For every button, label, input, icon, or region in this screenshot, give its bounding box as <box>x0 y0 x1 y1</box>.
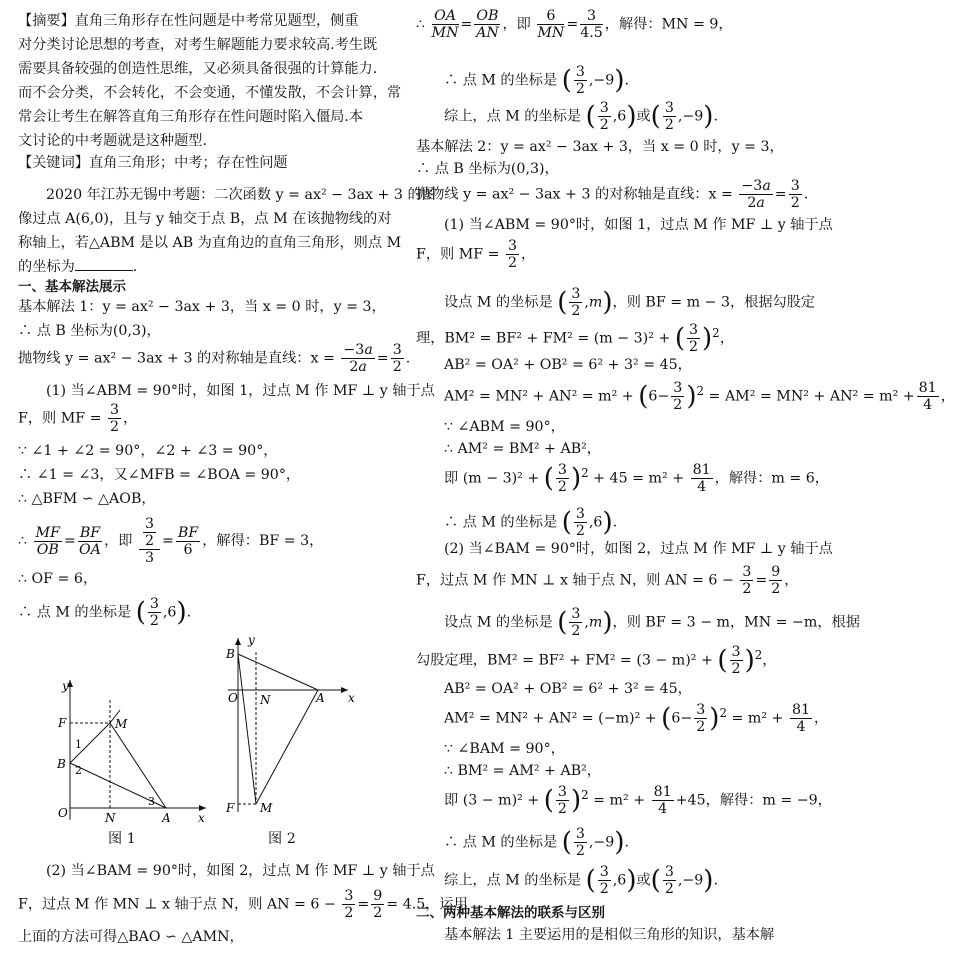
problem-line: 的坐标为 . <box>18 259 138 275</box>
svg-text:y: y <box>62 679 69 693</box>
svg-text:N: N <box>260 693 271 707</box>
figure-1-caption: 图 1 <box>108 831 136 847</box>
method1-line: 基本解法 1：y = ax² − 3ax + 3，当 x = 0 时，y = 3， <box>18 299 386 315</box>
text-line: 抛物线 y = ax² − 3ax + 3 的对称轴是直线：x = $\frac{-3a}{2a}$ = $\frac{3}{2}$ . <box>416 178 809 211</box>
method1-line: ∵ ∠1 + ∠2 = 90°，∠2 + ∠3 = 90°， <box>18 443 278 459</box>
text-line: 设点 M 的坐标是 ( $\frac{3}{2}$ ,m)，则 BF = m − 3，根据勾股定 <box>444 286 816 319</box>
abstract-line: 【摘要】直角三角形存在性问题是中考常见题型，侧重 <box>18 13 359 29</box>
text-line: AB² = OA² + OB² = 6² + 3² = 45， <box>444 357 692 373</box>
problem-line: 称轴上，若△ABM 是以 AB 为直角边的直角三角形，则点 M <box>18 235 402 251</box>
method1-line: (2) 当∠BAM = 90°时，如图 2，过点 M 作 MF ⊥ y 轴于点 <box>46 863 435 879</box>
svg-text:B: B <box>57 757 66 771</box>
text-line: (1) 当∠ABM = 90°时，如图 1，过点 M 作 MF ⊥ y 轴于点 <box>444 217 833 233</box>
method1-line: F，过点 M 作 MN ⊥ x 轴于点 N，则 AN = 6 − $\frac{3}{2}$ = $\frac{9}{2}$ = 4.5，运用 <box>18 888 468 921</box>
text-line: 即 (3 − m)² + ( $\frac{3}{2}$ )$^2$ = m² + $\frac{81}{4}$ +45，解得：m = −9， <box>444 784 832 817</box>
text-line: ∵ ∠ABM = 90°， <box>444 419 565 435</box>
method1-line: ∴ OF = 6， <box>18 571 98 587</box>
method1-line: 抛物线 y = ax² − 3ax + 3 的对称轴是直线：x = $\frac{-3a}{2a}$ = $\frac{3}{2}$ . <box>18 342 411 375</box>
method1-line: ∴ ∠1 = ∠3，又∠MFB = ∠BOA = 90°， <box>18 467 301 483</box>
abstract-line: 而不会分类，不会转化，不会变通，不懂发散，不会计算，常 <box>18 85 402 101</box>
text-line: 设点 M 的坐标是 ( $\frac{3}{2}$ ,m)，则 BF = 3 − m，MN = −m，根据 <box>444 606 860 639</box>
text-line: ∴ 点 B 坐标为(0,3)， <box>416 161 559 177</box>
method1-line: ∴ 点 B 坐标为(0,3)， <box>18 323 161 339</box>
text-line: 综上，点 M 的坐标是 ( $\frac{3}{2}$ ,6)或( $\frac{3}{2}$ ,−9). <box>444 100 718 133</box>
svg-text:O: O <box>58 806 68 820</box>
text-line: AB² = OA² + OB² = 6² + 3² = 45， <box>444 681 692 697</box>
text-line: 勾股定理，BM² = BF² + FM² = (3 − m)² + ( $\frac{3}{2}$ )$^2$， <box>416 644 777 677</box>
text-line: ∴ 点 M 的坐标是 ( $\frac{3}{2}$ ,6). <box>444 506 618 539</box>
text-line: 即 (m − 3)² + ( $\frac{3}{2}$ )$^2$ + 45 = m² + $\frac{81}{4}$ ，解得：m = 6， <box>444 462 829 495</box>
method1-line: (1) 当∠ABM = 90°时，如图 1，过点 M 作 MF ⊥ y 轴于点 <box>46 383 435 399</box>
text-line: 理，BM² = BF² + FM² = (m − 3)² + ( $\frac{3}{2}$ )$^2$， <box>416 322 734 355</box>
text-line: ∴ BM² = AM² + AB²， <box>444 763 601 779</box>
text-line: 基本解法 1 主要运用的是相似三角形的知识，基本解 <box>444 927 775 943</box>
text-line: ∴ $\frac{OA}{MN}$ = $\frac{OB}{AN}$ ，即 $\frac{6}{MN}$ = $\frac{3}{4.5}$ ，解得：MN = 9， <box>416 8 733 41</box>
svg-text:M: M <box>260 801 273 815</box>
svg-text:2: 2 <box>75 764 82 777</box>
text-line: 基本解法 2：y = ax² − 3ax + 3，当 x = 0 时，y = 3， <box>416 139 784 155</box>
text-line: F，则 MF = $\frac{3}{2}$ ， <box>416 238 536 271</box>
method1-line: ∴ △BFM ∽ △AOB， <box>18 491 156 507</box>
problem-line: 像过点 A(6,0)，且与 y 轴交于点 B，点 M 在该抛物线的对 <box>18 211 392 227</box>
svg-text:x: x <box>348 691 355 705</box>
svg-text:x: x <box>198 811 205 825</box>
method1-line: F，则 MF = $\frac{3}{2}$ ， <box>18 402 138 435</box>
section-heading: 一、基本解法展示 <box>18 279 126 295</box>
figure-2 <box>208 632 388 822</box>
svg-text:M: M <box>115 717 128 731</box>
figure-1 <box>38 670 218 830</box>
abstract-line: 需要具备较强的创造性思维，又必须具备很强的计算能力. <box>18 61 378 77</box>
abstract-line: 文讨论的中考题就是这种题型. <box>18 133 207 149</box>
method1-line: 上面的方法可得△BAO ∽ △AMN， <box>18 929 244 945</box>
figure-2-caption: 图 2 <box>268 831 296 847</box>
text-line: ∴ AM² = BM² + AB²， <box>444 441 601 457</box>
section-heading: 二、两种基本解法的联系与区别 <box>416 905 605 921</box>
text-line: 综上，点 M 的坐标是 ( $\frac{3}{2}$ ,6)或( $\frac{3}{2}$ ,−9). <box>444 864 718 897</box>
svg-text:y: y <box>248 633 255 647</box>
abstract-line: 对分类讨论思想的考查，对考生解题能力要求较高.考生既 <box>18 37 378 53</box>
keywords: 【关键词】直角三角形；中考；存在性问题 <box>18 155 288 171</box>
problem-line: 2020 年江苏无锡中考题：二次函数 y = ax² − 3ax + 3 的图 <box>46 187 436 203</box>
svg-text:A: A <box>316 691 325 705</box>
text-line: AM² = MN² + AN² = m² + (6− $\frac{3}{2}$ )$^2$ = AM² = MN² + AN² = m² + $\frac{81}{4}$ ， <box>444 380 955 413</box>
answer-blank <box>75 258 133 271</box>
text-line: ∴ 点 M 的坐标是 ( $\frac{3}{2}$ ,−9). <box>444 64 629 97</box>
svg-text:F: F <box>58 716 67 730</box>
svg-text:N: N <box>105 811 116 825</box>
abstract-line: 常会让考生在解答直角三角形存在性问题时陷入僵局.本 <box>18 109 364 125</box>
svg-text:O: O <box>228 691 238 705</box>
svg-text:3: 3 <box>148 795 155 808</box>
text-line: ∵ ∠BAM = 90°， <box>444 741 565 757</box>
svg-text:1: 1 <box>75 738 82 751</box>
method1-line: ∴ 点 M 的坐标是 ( $\frac{3}{2}$ ,6). <box>18 596 192 629</box>
svg-text:B: B <box>226 647 235 661</box>
text-line: (2) 当∠BAM = 90°时，如图 2，过点 M 作 MF ⊥ y 轴于点 <box>444 541 833 557</box>
text-line: F，过点 M 作 MN ⊥ x 轴于点 N，则 AN = 6 − $\frac{3}{2}$ = $\frac{9}{2}$ ， <box>416 564 799 597</box>
text-line: AM² = MN² + AN² = (−m)² + (6− $\frac{3}{2}$ )$^2$ = m² + $\frac{81}{4}$ ， <box>444 702 829 735</box>
text-line: ∴ 点 M 的坐标是 ( $\frac{3}{2}$ ,−9). <box>444 826 629 859</box>
svg-text:A: A <box>162 811 171 825</box>
svg-text:F: F <box>226 801 235 815</box>
method1-line: ∴ $\frac{MF}{OB}$ = $\frac{BF}{OA}$ ，即 $\frac{\frac{3}{2}}{3}$ = $\frac{BF}{6}$ ，解得：BF = 3， <box>18 516 324 566</box>
